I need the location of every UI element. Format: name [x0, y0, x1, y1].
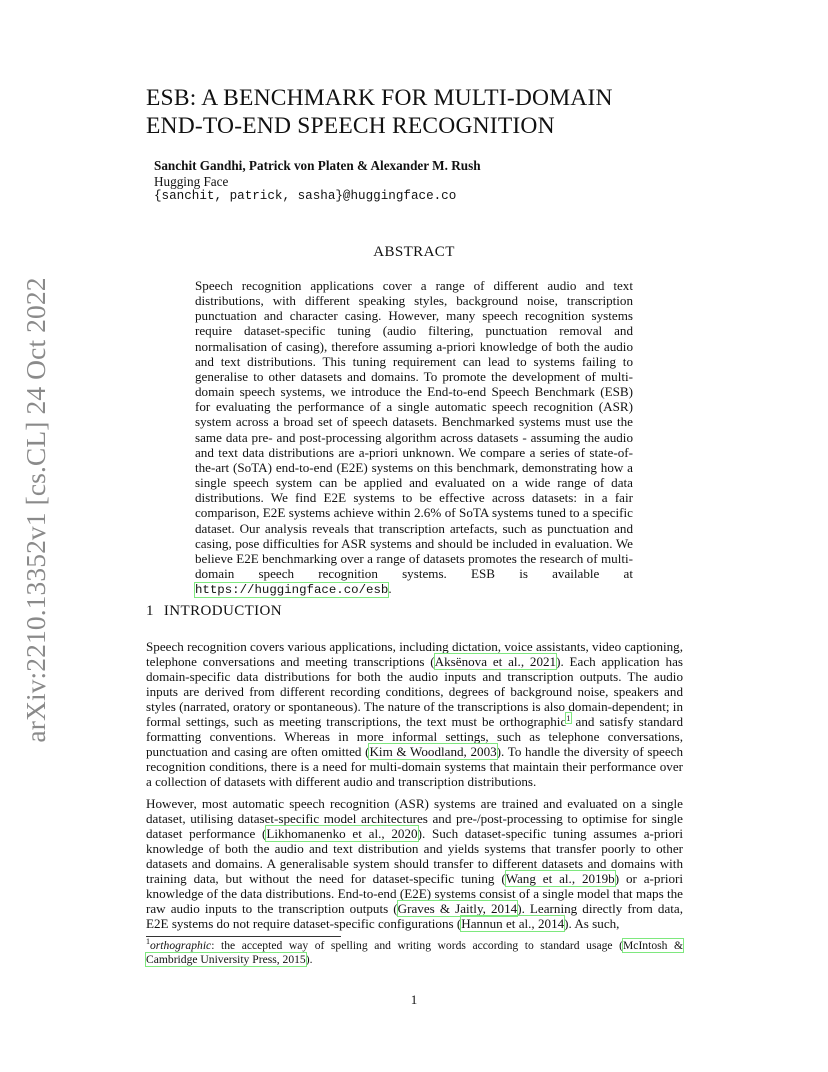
footnote-1: [146, 939, 683, 966]
footnote-divider: [146, 936, 341, 937]
p2-text-a: However, most automatic speech recognition (ASR) systems are trained and evaluated on a single dataset, utilising dataset-specific model architectures and pre-/post-processing to optimise for single dataset performance (: [146, 796, 683, 842]
author-affiliation: Hugging Face: [154, 173, 229, 189]
p2-text-b: ). Such dataset-specific tuning assumes a-priori knowledge of both the audio and text distribution and yields systems that transfer poorly to other datasets and domains. A generalisable system should transfer to different datasets and domains with training data, but without the need for dataset-specific tuning (: [146, 826, 683, 887]
section-number: 1: [146, 603, 154, 619]
author-block: [154, 158, 481, 205]
section-heading-introduction: [146, 603, 282, 620]
footnote-term: orthographic: [150, 939, 212, 952]
citation-aksenova-2021[interactable]: Aksënova et al., 2021: [434, 654, 557, 670]
intro-paragraph-1: [146, 639, 683, 789]
author-email: {sanchit, patrick, sasha}@huggingface.co: [154, 189, 457, 203]
arxiv-sidebar-stamp: [8, 277, 64, 743]
p1-text-d: ). To handle the diversity of speech recognition conditions, there is a need for multi-domain systems that maintain their performance over a collection of datasets with different audio and transcription distributions.: [146, 744, 683, 790]
section-title: INTRODUCTION: [163, 603, 283, 619]
footnote-ref-1[interactable]: 1: [566, 712, 571, 723]
author-names: Sanchit Gandhi, Patrick von Platen & Alexander M. Rush: [154, 158, 481, 173]
intro-paragraph-2: [146, 796, 683, 931]
arxiv-id-text: arXiv:2210.13352v1 [cs.CL] 24 Oct 2022: [20, 277, 51, 743]
citation-graves-jaitly-2014[interactable]: Graves & Jaitly, 2014: [397, 901, 518, 917]
page-number: 1: [410, 992, 418, 1007]
citation-hannun-2014[interactable]: Hannun et al., 2014: [461, 916, 565, 932]
p2-text-e: ). As such,: [564, 916, 620, 932]
p2-text-c: ) or a-priori knowledge of the data distributions. End-to-end (E2E) systems consist of a single model that maps the raw audio inputs to the transcription outputs (: [146, 871, 684, 917]
footnote-mark: 1: [146, 937, 150, 947]
esb-url-link[interactable]: https://huggingface.co/esb: [195, 583, 389, 598]
p1-text-a: Speech recognition covers various applications, including dictation, voice assistants, video captioning, telephone conversations and meeting transcriptions (: [146, 639, 683, 670]
p1-text-b: ). Each application has domain-specific data distributions for both the audio inputs and transcription outputs. The audio inputs are derived from different recording conditions, degrees of background noise, speakers and styles (narrated, oratory or spontaneous). The nature of the transcriptions is also domain-dependent; in formal settings, such as meeting transcriptions, the text must be orthographic: [146, 654, 683, 730]
footnote-end: ).: [305, 952, 313, 966]
abstract-body: [195, 278, 633, 598]
abstract-heading: ABSTRACT: [373, 244, 455, 260]
abstract-text: Speech recognition applications cover a range of different audio and text distributions, with different speaking styles, background noise, transcription punctuation and character casing. However, many speech recognition systems require dataset-specific tuning (audio filtering, punctuation removal and normalisation of casing), therefore assuming a-priori knowledge of both the audio and text distributions. This tuning requirement can lead to systems failing to generalise to other datasets and domains. To promote the development of multi-domain speech systems, we introduce the End-to-end Speech Benchmark (ESB) for evaluating the performance of a single automatic speech recognition (ASR) system across a broad set of speech datasets. Benchmarked systems must use the same data pre- and post-processing algorithm across datasets - assuming the audio and text data distributions are a-priori unknown. We compare a series of state-of-the-art (SoTA) end-to-end (E2E) systems on this benchmark, demonstrating how a single speech system can be applied and evaluated on a wide range of data distributions. We find E2E systems to be effective across datasets: in a fair comparison, E2E systems achieve within 2.6% of SoTA systems tuned to a specific dataset. Our analysis reveals that transcription artefacts, such as punctuation and casing, pose difficulties for ASR systems and should be included in evaluation. We believe E2E benchmarking over a range of datasets promotes the research of multi-domain speech recognition systems. ESB is available at: [195, 278, 633, 581]
citation-mcintosh-2015[interactable]: McIntosh & Cambridge University Press, 2015: [146, 939, 684, 966]
p2-text-d: ). Learning directly from data, E2E systems do not require dataset-specific configurations (: [146, 901, 683, 932]
p1-text-c: and satisfy standard formatting conventions. Whereas in more informal settings, such as telephone conversations, punctuation and casing are often omitted (: [146, 714, 683, 760]
title-line-1: ESB: A BENCHMARK FOR MULTI-DOMAIN: [146, 85, 613, 111]
citation-likhomanenko-2020[interactable]: Likhomanenko et al., 2020: [266, 826, 418, 842]
title-line-2: END-TO-END SPEECH RECOGNITION: [146, 113, 555, 139]
citation-kim-woodland-2003[interactable]: Kim & Woodland, 2003: [369, 744, 497, 760]
citation-wang-2019b[interactable]: Wang et al., 2019b: [505, 871, 615, 887]
abstract-end: .: [388, 581, 392, 597]
footnote-text: : the accepted way of spelling and writing words according to standard usage (: [211, 939, 623, 952]
paper-title: [146, 84, 613, 140]
